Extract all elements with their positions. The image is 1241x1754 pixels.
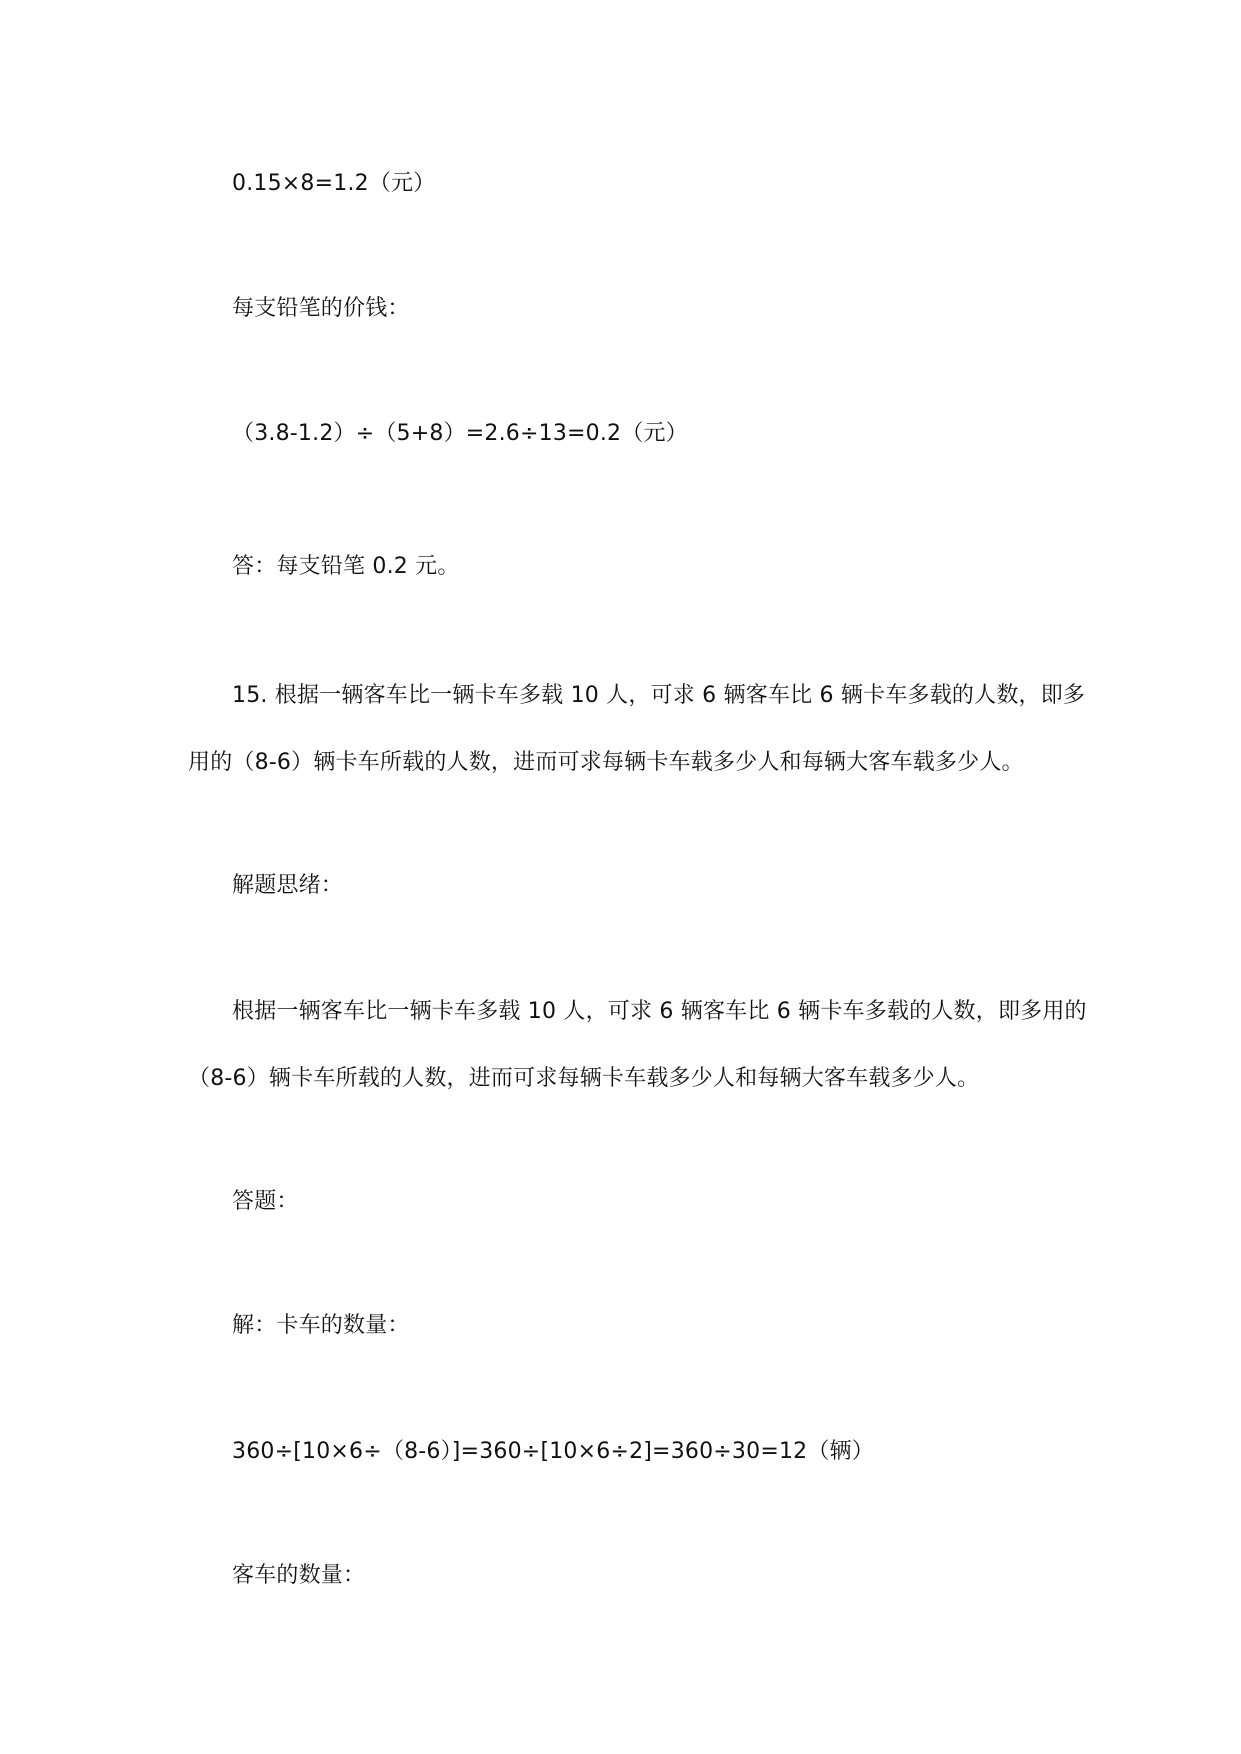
label-bus-count: 客车的数量：	[232, 1563, 366, 1588]
heading-answer: 答题：	[232, 1189, 299, 1214]
heading-solution-idea: 解题思绪：	[232, 873, 344, 898]
equation-pencil-price: （3.8-1.2）÷（5+8）=2.6÷13=0.2（元）	[232, 421, 688, 446]
equation-truck-count: 360÷[10×6÷（8-6）]=360÷[10×6÷2]=360÷30=12（辆）	[232, 1439, 874, 1464]
problem-15-line-1: 15. 根据一辆客车比一辆卡车多载 10 人，可求 6 辆客车比 6 辆卡车多载的人数，即多	[232, 683, 1086, 708]
equation-pencil-box-cost: 0.15×8=1.2（元）	[232, 171, 436, 196]
answer-pencil-price: 答：每支铅笔 0.2 元。	[232, 554, 460, 579]
solution-idea-line-2: （8-6）辆卡车所载的人数，进而可求每辆卡车载多少人和每辆大客车载多少人。	[188, 1066, 980, 1091]
solution-idea-line-1: 根据一辆客车比一辆卡车多载 10 人，可求 6 辆客车比 6 辆卡车多载的人数，即多用的	[232, 999, 1087, 1024]
label-pencil-price: 每支铅笔的价钱：	[232, 296, 410, 321]
problem-15-line-2: 用的（8-6）辆卡车所载的人数，进而可求每辆卡车载多少人和每辆大客车载多少人。	[188, 750, 1024, 775]
label-truck-count: 解：卡车的数量：	[232, 1313, 410, 1338]
